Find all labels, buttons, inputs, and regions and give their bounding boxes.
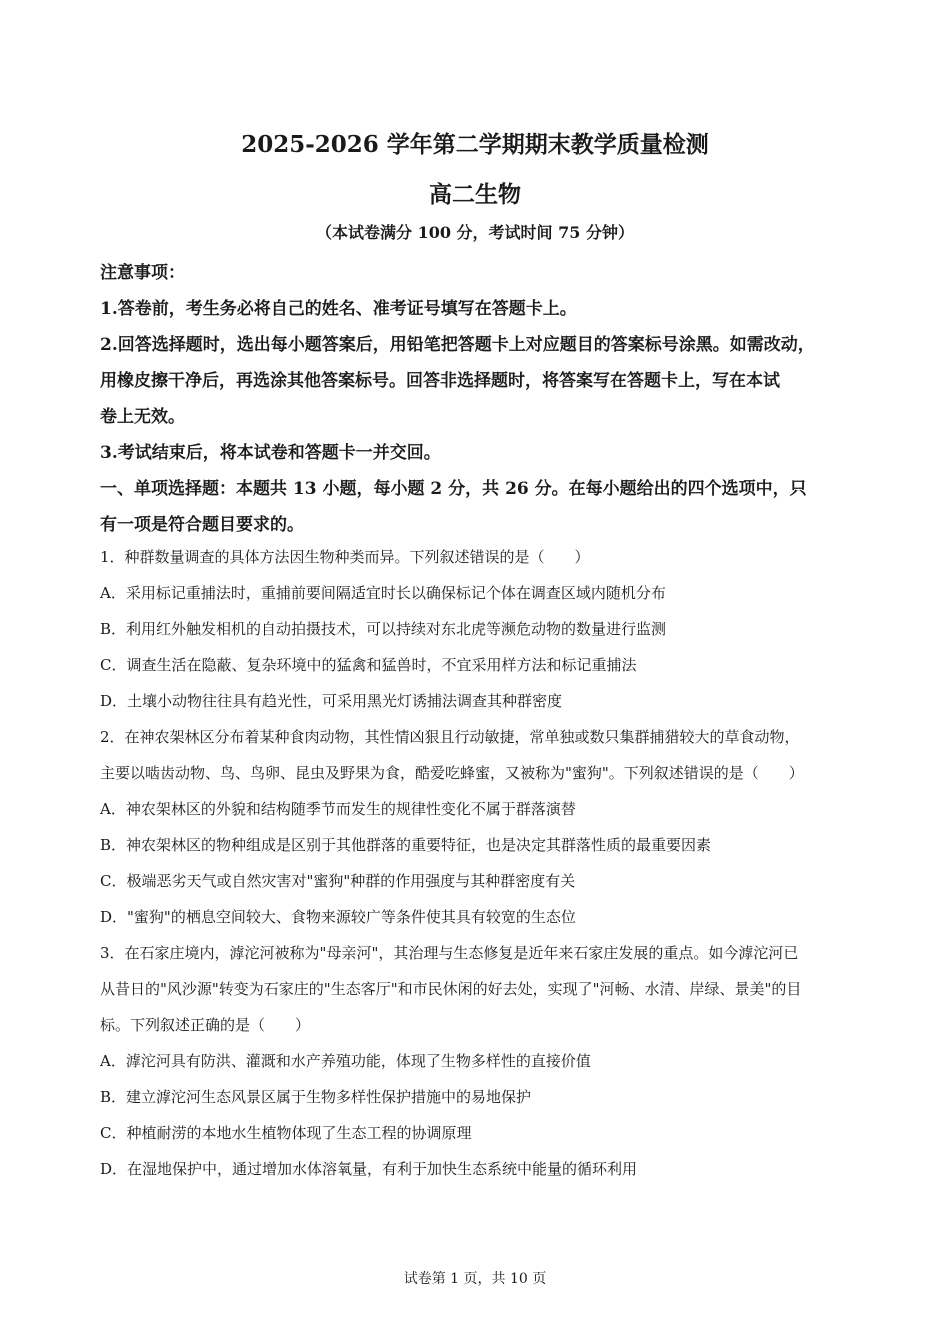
question-1-stem: 1．种群数量调查的具体方法因生物种类而异。下列叙述错误的是（ ） (100, 548, 590, 566)
question-2-option-d: D．"蜜狗"的栖息空间较大、食物来源较广等条件使其具有较宽的生态位 (100, 908, 576, 926)
question-3-option-a: A．滹沱河具有防洪、灌溉和水产养殖功能，体现了生物多样性的直接价值 (100, 1052, 591, 1070)
question-1-option-c: C．调查生活在隐蔽、复杂环境中的猛禽和猛兽时，不宜采用样方法和标记重捕法 (100, 656, 637, 674)
question-2-stem-line-2: 主要以啮齿动物、鸟、鸟卵、昆虫及野果为食，酷爱吃蜂蜜，又被称为"蜜狗"。下列叙述错误的是（ ） (100, 764, 804, 782)
notes-item-2-line-2: 用橡皮擦干净后，再选涂其他答案标号。回答非选择题时，将答案写在答题卡上，写在本试 (100, 371, 780, 391)
question-3-stem-line-3: 标。下列叙述正确的是（ ） (100, 1016, 311, 1034)
question-3-stem-line-2: 从昔日的"风沙源"转变为石家庄的"生态客厅"和市民休闲的好去处，实现了"河畅、水清、岸绿、景美"的目 (100, 980, 802, 998)
section-heading-line-1: 一、单项选择题：本题共 13 小题，每小题 2 分，共 26 分。在每小题给出的四个选项中，只 (100, 479, 807, 499)
question-3-option-c: C．种植耐涝的本地水生植物体现了生态工程的协调原理 (100, 1124, 472, 1142)
question-2-option-b: B．神农架林区的物种组成是区别于其他群落的重要特征，也是决定其群落性质的最重要因素 (100, 836, 712, 854)
section-heading-line-2: 有一项是符合题目要求的。 (100, 515, 304, 535)
question-2-option-c: C．极端恶劣天气或自然灾害对"蜜狗"种群的作用强度与其种群密度有关 (100, 872, 576, 890)
question-2-stem-line-1: 2．在神农架林区分布着某种食肉动物，其性情凶狠且行动敏捷，常单独或数只集群捕猎较大的草食动物， (100, 728, 800, 746)
question-1-option-a: A．采用标记重捕法时，重捕前要间隔适宜时长以确保标记个体在调查区域内随机分布 (100, 584, 666, 602)
notes-item-1: 1.答卷前，考生务必将自己的姓名、准考证号填写在答题卡上。 (100, 299, 577, 319)
question-3-option-b: B．建立滹沱河生态风景区属于生物多样性保护措施中的易地保护 (100, 1088, 532, 1106)
notes-item-3: 3.考试结束后，将本试卷和答题卡一并交回。 (100, 443, 441, 463)
exam-title: 2025-2026 学年第二学期期末教学质量检测 (241, 131, 709, 158)
question-3-option-d: D．在湿地保护中，通过增加水体溶氧量，有利于加快生态系统中能量的循环利用 (100, 1160, 638, 1178)
question-1-option-d: D．土壤小动物往往具有趋光性，可采用黑光灯诱捕法调查其种群密度 (100, 692, 563, 710)
question-2-option-a: A．神农架林区的外貌和结构随季节而发生的规律性变化不属于群落演替 (100, 800, 576, 818)
question-1-option-b: B．利用红外触发相机的自动拍摄技术，可以持续对东北虎等濒危动物的数量进行监测 (100, 620, 667, 638)
notes-item-2-line-3: 卷上无效。 (100, 407, 185, 427)
subject-title: 高二生物 (429, 181, 521, 208)
question-3-stem-line-1: 3．在石家庄境内，滹沱河被称为"母亲河"，其治理与生态修复是近年来石家庄发展的重点。如今滹沱河已 (100, 944, 799, 962)
notes-heading: 注意事项： (100, 263, 185, 283)
exam-info: （本试卷满分 100 分，考试时间 75 分钟） (316, 223, 634, 242)
page-footer: 试卷第 1 页，共 10 页 (403, 1271, 547, 1287)
notes-item-2-line-1: 2.回答选择题时，选出每小题答案后，用铅笔把答题卡上对应题目的答案标号涂黑。如需改动， (100, 335, 815, 355)
